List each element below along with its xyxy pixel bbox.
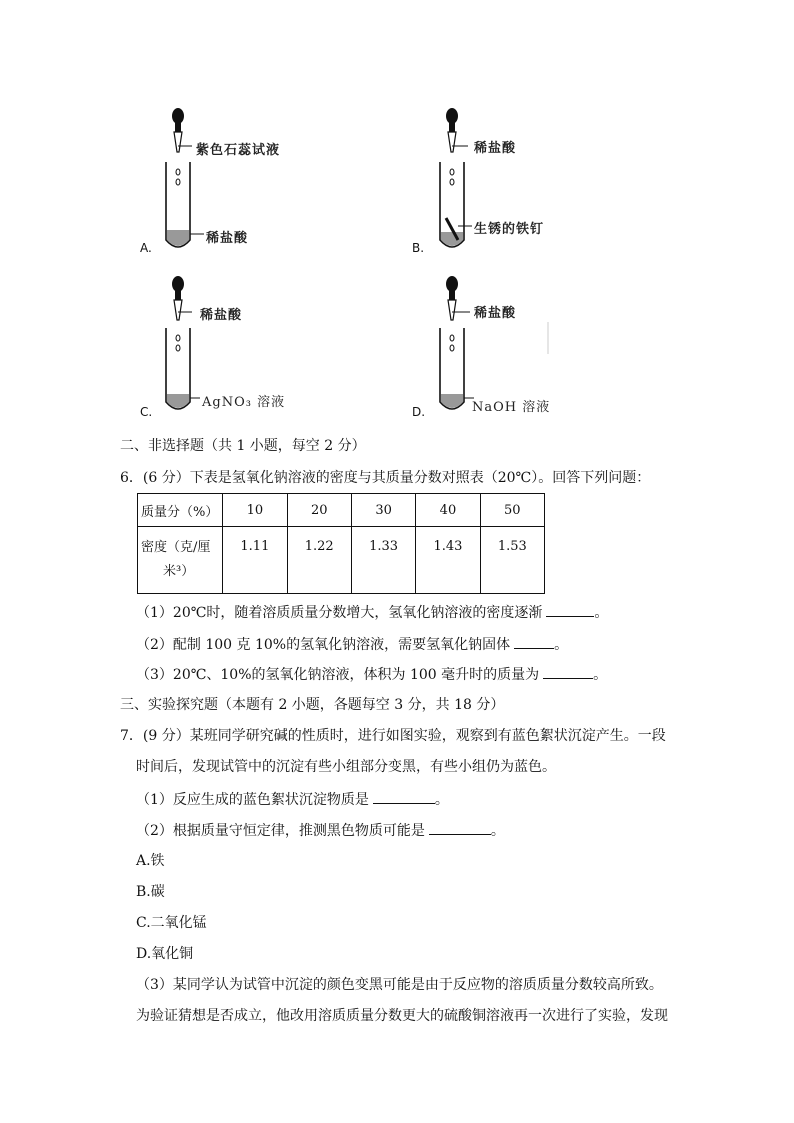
option-a: A.铁 xyxy=(136,853,165,869)
table-cell: 30 xyxy=(351,494,415,527)
question-6-sub2 xyxy=(136,634,568,655)
table-cell: 40 xyxy=(416,494,480,527)
question-7-sub3-line1: （3）某同学认为试管中沉淀的颜色变黑可能是由于反应物的溶质质量分数较高所致。 xyxy=(136,977,663,993)
question-7-sub1-text: （1）反应生成的蓝色絮状沉淀物质是 xyxy=(136,792,369,808)
answer-blank-6-3[interactable] xyxy=(543,664,593,679)
question-6-sub3-text: （3）20℃、10%的氢氧化钠溶液，体积为 100 毫升时的质量为 xyxy=(136,667,540,683)
table-cell: 20 xyxy=(287,494,351,527)
question-7-sub1 xyxy=(136,789,449,810)
figure-a-tube-label: 稀盐酸 xyxy=(206,231,249,246)
question-6-sub3 xyxy=(136,664,607,685)
figure-c-option: C. xyxy=(140,405,153,419)
option-c: C.二氧化锰 xyxy=(136,915,207,931)
figure-b-dropper-label: 稀盐酸 xyxy=(474,141,517,156)
question-7-stem-line1: 7．(9 分）某班同学研究碱的性质时，进行如图实验，观察到有蓝色絮状沉淀产生。一段 xyxy=(120,728,666,744)
figure-d-tube-label: NaOH 溶液 xyxy=(472,400,551,415)
figure-d-option: D. xyxy=(412,405,426,419)
table-header-mass-fraction: 质量分（%） xyxy=(138,494,223,527)
section-3-heading: 三、实验探究题（本题有 2 小题，各题每空 3 分，共 18 分） xyxy=(120,697,505,713)
table-header-density xyxy=(138,527,223,594)
question-6-stem: 6．(6 分）下表是氢氧化钠溶液的密度与其质量分数对照表（20℃）。回答下列问题： xyxy=(120,470,651,486)
end-mark: 。 xyxy=(434,792,449,808)
table-row xyxy=(138,494,545,527)
question-6-sub1-text: （1）20℃时，随着溶质质量分数增大，氢氧化钠溶液的密度逐渐 xyxy=(136,605,543,621)
figure-a-dropper-label: 紫色石蕊试液 xyxy=(196,143,281,158)
figure-d-dropper-label: 稀盐酸 xyxy=(474,306,517,321)
table-cell: 1.22 xyxy=(287,527,351,594)
answer-blank-7-2[interactable] xyxy=(429,820,491,835)
option-d: D.氧化铜 xyxy=(136,946,194,962)
table-cell: 1.33 xyxy=(351,527,415,594)
density-table xyxy=(137,493,545,594)
question-6-sub1 xyxy=(136,602,608,623)
answer-blank-7-1[interactable] xyxy=(373,789,435,804)
table-cell: 1.11 xyxy=(223,527,287,594)
figure-b-tube-label: 生锈的铁钉 xyxy=(474,222,545,237)
density-header-line1: 密度（克/厘 xyxy=(141,540,211,555)
end-mark: 。 xyxy=(594,605,609,621)
option-b: B.碳 xyxy=(136,884,165,900)
table-cell: 10 xyxy=(223,494,287,527)
table-cell: 1.53 xyxy=(480,527,544,594)
end-mark: 。 xyxy=(554,637,569,653)
density-header-line2: 米³） xyxy=(163,564,195,579)
figure-c-dropper-label: 稀盐酸 xyxy=(200,308,243,323)
end-mark: 。 xyxy=(593,667,608,683)
answer-blank-6-2[interactable] xyxy=(514,634,554,649)
figure-b-option: B. xyxy=(412,241,425,255)
question-7-sub3-line2: 为验证猜想是否成立，他改用溶质质量分数更大的硫酸铜溶液再一次进行了实验，发现 xyxy=(136,1008,668,1024)
question-7-sub2-text: （2）根据质量守恒定律，推测黑色物质可能是 xyxy=(136,823,425,839)
table-row xyxy=(138,527,545,594)
figure-a-option: A. xyxy=(140,241,152,255)
answer-blank-6-1[interactable] xyxy=(546,602,594,617)
question-7-sub2 xyxy=(136,820,505,841)
question-7-stem-line2: 时间后，发现试管中的沉淀有些小组部分变黑，有些小组仍为蓝色。 xyxy=(136,759,556,775)
figure-c-tube-label: AgNO₃ 溶液 xyxy=(202,395,286,410)
table-cell: 1.43 xyxy=(416,527,480,594)
section-2-heading: 二、非选择题（共 1 小题，每空 2 分） xyxy=(120,438,366,454)
end-mark: 。 xyxy=(490,823,505,839)
question-6-sub2-text: （2）配制 100 克 10%的氢氧化钠溶液，需要氢氧化钠固体 xyxy=(136,637,511,653)
table-cell: 50 xyxy=(480,494,544,527)
